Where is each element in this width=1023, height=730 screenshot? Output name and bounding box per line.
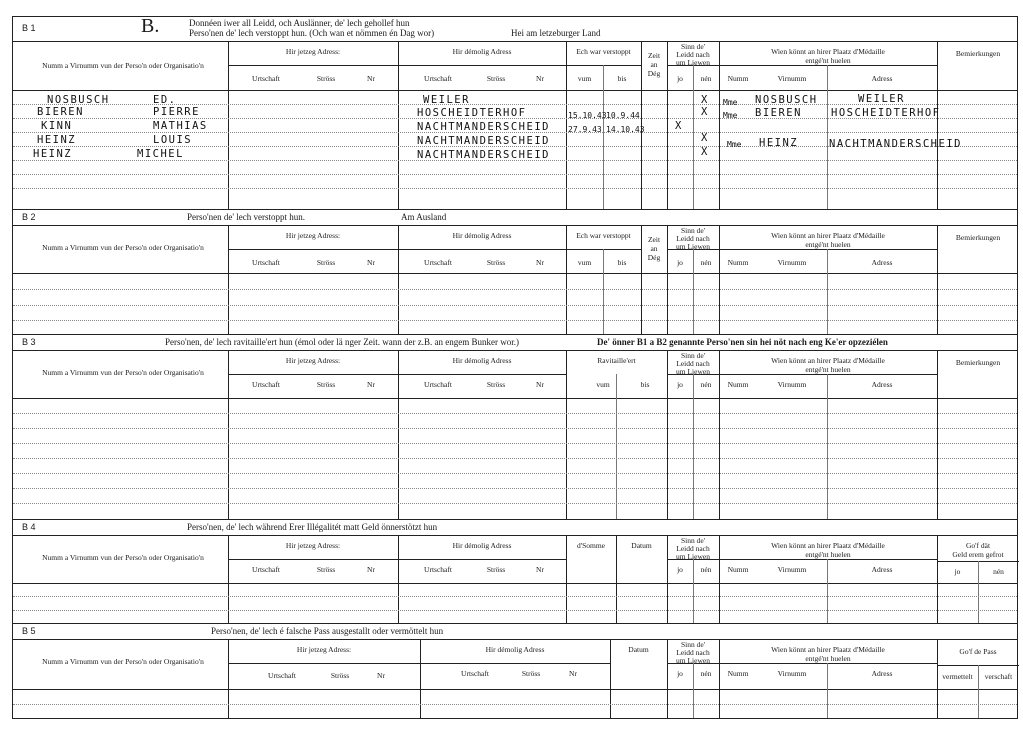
col-former: Hir démolig Adress (452, 541, 512, 550)
alive-nen: X (701, 94, 709, 106)
col-nr: Nr (367, 258, 375, 267)
col-virnumm: Virnumm (777, 74, 807, 83)
section-b1-line2: Perso'nen de' lech verstoppt hun. (Och wan et nömmen én Dag wor) (189, 28, 435, 38)
section-b2 (12, 209, 1018, 335)
col-zeit: an (650, 244, 658, 253)
col-sinn: Leidd nach (676, 50, 710, 59)
col-numm: Numm (727, 258, 749, 267)
col-sinn: um Liewen (676, 242, 710, 251)
column-header (13, 535, 1017, 584)
col-nr: Nr (536, 380, 544, 389)
col-medal: entgé'nt huelen (805, 365, 851, 374)
col-adress: Adress (871, 74, 893, 83)
col-sinn: um Liewen (676, 58, 710, 67)
col-nen: nén (700, 258, 712, 267)
section-b5-title: Perso'nen, de' lech é falsche Pass ausgestallt oder vermöttelt hun (211, 626, 444, 636)
medal-title: Mme (727, 140, 742, 149)
col-sinn: Leidd nach (676, 234, 710, 243)
col-medal: Wien könnt an hirer Plaatz d'Médaille (771, 356, 885, 365)
col-sinn: um Liewen (676, 552, 710, 561)
col-hidden: Ech war verstoppt (576, 231, 631, 240)
medal-address: HOSCHEIDTERHOF (831, 107, 941, 119)
col-current: Hir jetzeg Adress: (296, 645, 352, 654)
col-numm: Numm (727, 74, 749, 83)
section-code: B 3 (22, 337, 36, 347)
col-ort: Urtschaft (268, 671, 296, 680)
col-stross: Ströss (316, 380, 336, 389)
hidden-from: 27.9.43 (568, 125, 602, 134)
medal-address: NACHTMANDERSCHEID (829, 138, 962, 150)
column-header (13, 350, 1017, 399)
col-name: Numm a Virnumm vun der Perso'n oder Organisatio'n (42, 61, 204, 70)
col-numm: Numm (727, 669, 749, 678)
col-nen: nén (993, 567, 1004, 576)
col-nen: nén (700, 565, 712, 574)
person-name: BIEREN (37, 106, 84, 118)
col-virnumm: Virnumm (777, 669, 807, 678)
former-street: NACHTMANDERSCHEID (417, 149, 550, 161)
person-name: HEINZ (33, 148, 73, 160)
col-stross: Ströss (330, 671, 350, 680)
col-medal: entgé'nt huelen (805, 56, 851, 65)
section-b3 (12, 334, 1018, 520)
former-street: NACHTMANDERSCHEID (417, 121, 550, 133)
col-name: Numm a Virnumm vun der Perso'n oder Organisatio'n (42, 553, 204, 562)
section-b2-title: Perso'nen de' lech verstoppt hun. (187, 212, 305, 222)
col-nr: Nr (367, 565, 375, 574)
col-datum: Datum (628, 645, 649, 654)
section-b1-line1: Donnéen iwer all Leidd, och Auslänner, de' lech gehollef hun (189, 18, 410, 28)
col-ort: Urtschaft (424, 380, 452, 389)
col-stross: Ströss (486, 565, 506, 574)
col-sinn: Leidd nach (676, 544, 710, 553)
col-adress: Adress (871, 669, 893, 678)
col-bis: bis (640, 380, 650, 389)
col-zeit: Zeit (647, 51, 661, 60)
medal-title: Mme (723, 98, 738, 107)
col-ort: Urtschaft (252, 258, 280, 267)
alive-nen: X (701, 106, 709, 118)
col-sinn: Sinn de' (680, 640, 706, 649)
col-sinn: um Liewen (676, 367, 710, 376)
col-stross: Ströss (316, 74, 336, 83)
former-street: WEILER (423, 94, 470, 106)
col-virnumm: Virnumm (777, 380, 807, 389)
section-b2-header (13, 210, 1017, 226)
col-former: Hir démolig Adress (452, 356, 512, 365)
col-stross: Ströss (486, 380, 506, 389)
col-ort: Urtschaft (252, 74, 280, 83)
person-name: NOSBUSCH (47, 94, 110, 106)
col-datum: Datum (631, 541, 652, 550)
col-ort: Urtschaft (252, 380, 280, 389)
person-first-name: MICHEL (137, 148, 184, 160)
col-former: Hir démolig Adress (452, 231, 512, 240)
col-virnumm: Virnumm (777, 258, 807, 267)
col-stross: Ströss (521, 669, 541, 678)
col-nen: nén (700, 380, 712, 389)
col-ravit: Ravitaille'ert (597, 356, 636, 365)
col-nr: Nr (367, 74, 375, 83)
col-zeit: an (650, 60, 658, 69)
col-ort: Urtschaft (461, 669, 489, 678)
hidden-from: 15.10.43 (568, 111, 607, 120)
section-b3-title: Perso'nen, de' lech ravitaille'ert hun (émol oder lä nger Zeit. wann der z.B. an engem Bunker wor.) (165, 337, 519, 347)
col-stross: Ströss (316, 565, 336, 574)
column-header (13, 41, 1017, 91)
col-medal: entgé'nt huelen (805, 550, 851, 559)
col-stross: Ströss (486, 74, 506, 83)
person-first-name: MATHIAS (153, 120, 208, 132)
col-sinn: Sinn de' (680, 536, 706, 545)
alive-nen: X (701, 132, 709, 144)
person-name: HEINZ (37, 134, 77, 146)
person-name: KINN (41, 120, 73, 132)
col-vum: vum (577, 258, 592, 267)
col-medal: entgé'nt huelen (805, 654, 851, 663)
col-hidden: Ech war verstoppt (576, 47, 631, 56)
col-remarks: Bemierkungen (955, 233, 1001, 242)
col-sinn: Sinn de' (680, 351, 706, 360)
col-pass: Go'f de Pass (959, 647, 997, 656)
column-header (13, 225, 1017, 274)
medal-name: NOSBUSCH (755, 94, 818, 106)
col-ort: Urtschaft (424, 565, 452, 574)
col-nr: Nr (536, 565, 544, 574)
section-b2-title2: Am Ausland (401, 212, 447, 222)
col-remarks: Bemierkungen (955, 49, 1001, 58)
col-jo: jo (677, 565, 683, 574)
former-street: HOSCHEIDTERHOF (417, 107, 527, 119)
hidden-to: 14.10.43 (606, 125, 645, 134)
col-ort: Urtschaft (424, 74, 452, 83)
col-bis: bis (617, 258, 627, 267)
col-medal: Wien könnt an hirer Plaatz d'Médaille (771, 47, 885, 56)
col-medal: entgé'nt huelen (805, 240, 851, 249)
col-sinn: Leidd nach (676, 359, 710, 368)
col-former: Hir démolig Adress (485, 645, 545, 654)
section-code: B 5 (22, 626, 36, 636)
col-sinn: Leidd nach (676, 648, 710, 657)
col-jo: jo (677, 380, 683, 389)
section-b4 (12, 519, 1018, 624)
section-b5-header (13, 624, 1017, 640)
column-header (13, 639, 1017, 690)
section-b4-header (13, 520, 1017, 536)
person-first-name: PIERRE (153, 106, 200, 118)
col-jo: jo (677, 74, 683, 83)
section-b1 (12, 16, 1018, 210)
col-bis: bis (617, 74, 627, 83)
col-nr: Nr (569, 669, 577, 678)
person-first-name: LOUIS (153, 134, 193, 146)
col-jo: jo (954, 567, 961, 576)
col-somme: d'Somme (576, 541, 606, 550)
col-adress: Adress (871, 380, 893, 389)
medal-title: Mme (723, 111, 738, 120)
col-name: Numm a Virnumm vun der Perso'n oder Organisatio'n (42, 243, 204, 252)
section-b1-header (13, 17, 1017, 42)
col-numm: Numm (727, 380, 749, 389)
former-street: NACHTMANDERSCHEID (417, 135, 550, 147)
section-code: B 4 (22, 522, 36, 532)
col-former: Hir démolig Adress (452, 47, 512, 56)
col-current: Hir jetzeg Adress: (285, 47, 341, 56)
medal-address: WEILER (858, 93, 905, 105)
medal-name: HEINZ (759, 137, 799, 149)
medal-name: BIEREN (755, 107, 802, 119)
col-zeit: Dég (647, 69, 661, 78)
col-jo: jo (677, 258, 683, 267)
section-b5 (12, 623, 1018, 719)
col-remarks: Bemierkungen (955, 358, 1001, 367)
section-code: B 2 (22, 212, 36, 222)
col-numm: Numm (727, 565, 749, 574)
col-ort: Urtschaft (252, 565, 280, 574)
col-jo: jo (677, 669, 683, 678)
col-current: Hir jetzeg Adress: (285, 541, 341, 550)
col-nr: Nr (367, 380, 375, 389)
col-vum: vum (596, 380, 610, 389)
col-verschaft: verschaft (984, 672, 1013, 681)
col-adress: Adress (871, 565, 893, 574)
col-medal: Wien könnt an hirer Plaatz d'Médaille (771, 541, 885, 550)
col-medal: Wien könnt an hirer Plaatz d'Médaille (771, 231, 885, 240)
col-nr: Nr (536, 258, 544, 267)
col-name: Numm a Virnumm vun der Perso'n oder Organisatio'n (42, 368, 204, 377)
col-nr: Nr (536, 74, 544, 83)
alive-nen: X (701, 146, 709, 158)
col-name: Numm a Virnumm vun der Perso'n oder Organisatio'n (42, 657, 204, 666)
col-sinn: um Liewen (676, 656, 710, 665)
section-b1-line2b: Hei am letzeburger Land (511, 28, 601, 38)
section-code: B 1 (22, 23, 36, 33)
col-nr: Nr (377, 671, 385, 680)
form-letter: B. (141, 15, 160, 37)
col-nen: nén (700, 74, 712, 83)
section-b3-header (13, 335, 1017, 351)
alive-jo: X (675, 120, 683, 132)
col-geld: Go'f dät (965, 541, 991, 550)
person-first-name: ED. (153, 94, 177, 106)
col-current: Hir jetzeg Adress: (285, 356, 341, 365)
col-adress: Adress (871, 258, 893, 267)
col-nen: nén (700, 669, 712, 678)
col-ort: Urtschaft (424, 258, 452, 267)
col-zeit: Zeit (647, 235, 661, 244)
col-sinn: Sinn de' (680, 42, 706, 51)
col-stross: Ströss (316, 258, 336, 267)
col-current: Hir jetzeg Adress: (285, 231, 341, 240)
hidden-to: 10.9.44 (606, 111, 640, 120)
col-stross: Ströss (486, 258, 506, 267)
col-vum: vum (577, 74, 592, 83)
col-vermettelt: vermettelt (942, 672, 973, 681)
col-medal: Wien könnt an hirer Plaatz d'Médaille (771, 645, 885, 654)
col-zeit: Dég (647, 253, 661, 262)
col-virnumm: Virnumm (777, 565, 807, 574)
col-sinn: Sinn de' (680, 226, 706, 235)
section-b4-title: Perso'nen, de' lech während Erer Illégalitét matt Geld önnerstötzt hun (187, 522, 438, 532)
section-b3-title2: De' önner B1 a B2 genannte Perso'nen sin hei nöt nach eng Ke'er opzeziélen (597, 337, 888, 347)
col-geld: Geld erem gefrot (952, 550, 1004, 559)
